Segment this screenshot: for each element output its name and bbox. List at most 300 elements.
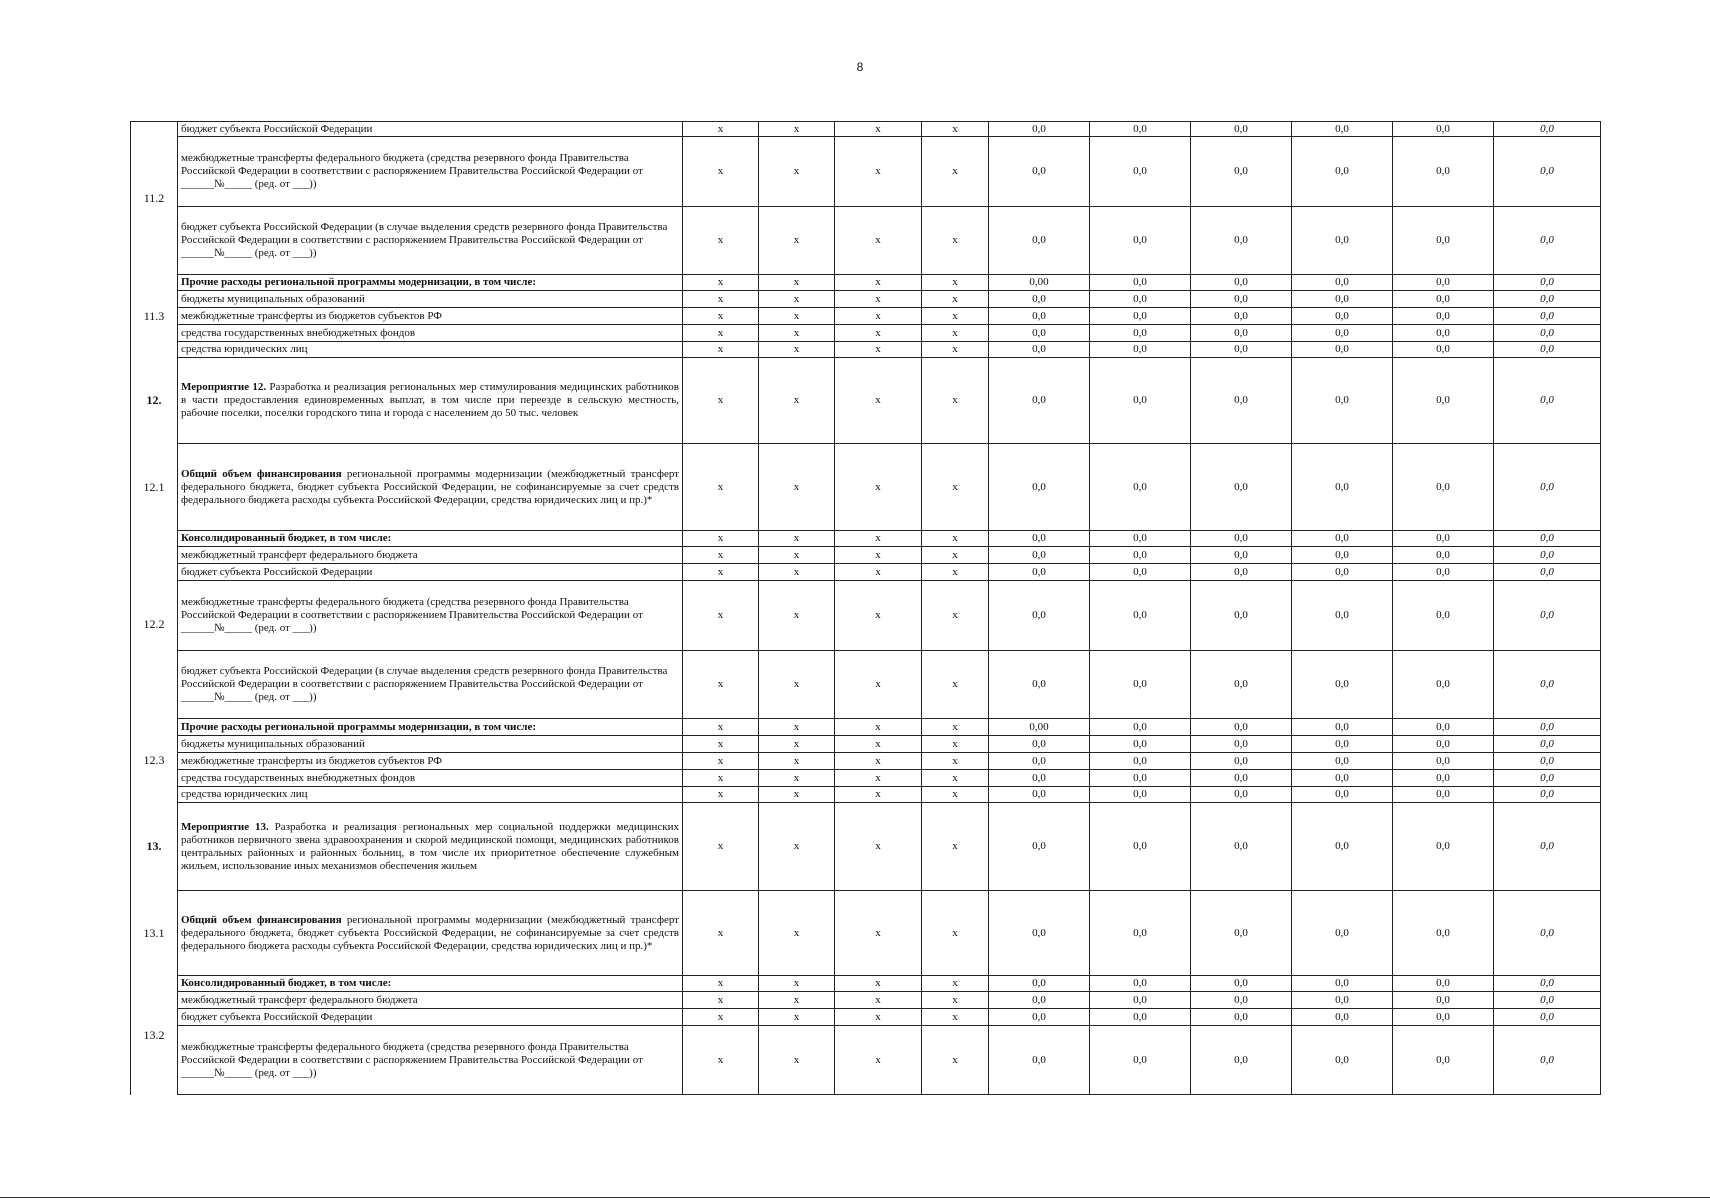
table-row — [131, 325, 1601, 342]
table-row — [131, 1009, 1601, 1026]
cell-x-mark: x — [835, 1026, 922, 1095]
table-row — [131, 753, 1601, 770]
cell-value: 0,0 — [1494, 291, 1601, 308]
cell-x-mark: x — [922, 308, 989, 325]
row-description-text: бюджет субъекта Российской Федерации — [181, 565, 373, 578]
cell-value: 0,0 — [989, 358, 1090, 444]
cell-x-mark: x — [683, 891, 759, 976]
cell-value: 0,0 — [1393, 547, 1494, 564]
cell-value: 0,0 — [1292, 531, 1393, 547]
cell-x-mark: x — [759, 736, 835, 753]
row-description-text: бюджет субъекта Российской Федерации (в случае выделения средств резервного фонда Правительства Российской Федерации в соответствии с распоряжением Правительства Российской Федерации от ______№_____ (ред. от ___)) — [181, 665, 668, 703]
cell-x-mark: x — [759, 547, 835, 564]
cell-value: 0,0 — [1292, 803, 1393, 891]
cell-x-mark: x — [835, 444, 922, 531]
table-row — [131, 291, 1601, 308]
cell-x-mark: x — [759, 976, 835, 992]
cell-value: 0,0 — [1292, 291, 1393, 308]
cell-value: 0,0 — [1494, 581, 1601, 651]
cell-x-mark: x — [683, 547, 759, 564]
cell-value: 0,0 — [1090, 122, 1191, 137]
row-description — [178, 564, 683, 581]
cell-value: 0,0 — [1292, 736, 1393, 753]
row-description — [178, 770, 683, 787]
cell-value: 0,0 — [1292, 787, 1393, 803]
cell-value: 0,0 — [1090, 325, 1191, 342]
cell-value: 0,0 — [1292, 325, 1393, 342]
cell-x-mark: x — [683, 1026, 759, 1095]
cell-value: 0,0 — [1191, 803, 1292, 891]
table-row — [131, 992, 1601, 1009]
cell-value: 0,0 — [1090, 308, 1191, 325]
cell-value: 0,0 — [1393, 122, 1494, 137]
cell-value: 0,0 — [1393, 308, 1494, 325]
cell-value: 0,0 — [1191, 122, 1292, 137]
cell-value: 0,0 — [1090, 275, 1191, 291]
cell-value: 0,0 — [1494, 342, 1601, 358]
cell-x-mark: x — [835, 342, 922, 358]
row-description — [178, 122, 683, 137]
row-description — [178, 358, 683, 444]
cell-value: 0,0 — [989, 444, 1090, 531]
cell-value: 0,0 — [1494, 137, 1601, 207]
cell-value: 0,0 — [1393, 992, 1494, 1009]
row-number-text: 12.3 — [143, 753, 165, 767]
row-number-text: 12.2 — [143, 617, 165, 631]
row-number-text: 13. — [146, 839, 162, 853]
cell-value: 0,0 — [1494, 207, 1601, 275]
cell-x-mark: x — [683, 736, 759, 753]
row-number — [131, 358, 178, 444]
cell-value: 0,0 — [1393, 531, 1494, 547]
cell-value: 0,0 — [1494, 1009, 1601, 1026]
table-row — [131, 444, 1601, 531]
cell-x-mark: x — [683, 753, 759, 770]
cell-value: 0,0 — [1494, 803, 1601, 891]
row-number — [131, 122, 178, 275]
cell-x-mark: x — [759, 137, 835, 207]
cell-x-mark: x — [683, 976, 759, 992]
cell-x-mark: x — [835, 753, 922, 770]
cell-value: 0,0 — [1393, 976, 1494, 992]
cell-x-mark: x — [759, 207, 835, 275]
cell-value: 0,0 — [1494, 547, 1601, 564]
cell-x-mark: x — [922, 531, 989, 547]
cell-x-mark: x — [835, 736, 922, 753]
cell-x-mark: x — [922, 342, 989, 358]
cell-value: 0,0 — [1494, 976, 1601, 992]
cell-value: 0,0 — [1090, 207, 1191, 275]
row-number — [131, 891, 178, 976]
cell-x-mark: x — [922, 547, 989, 564]
cell-value: 0,0 — [1191, 976, 1292, 992]
cell-x-mark: x — [683, 787, 759, 803]
cell-value: 0,0 — [1494, 358, 1601, 444]
cell-x-mark: x — [922, 275, 989, 291]
cell-value: 0,0 — [989, 976, 1090, 992]
cell-x-mark: x — [759, 325, 835, 342]
cell-x-mark: x — [922, 976, 989, 992]
cell-x-mark: x — [683, 275, 759, 291]
cell-value: 0,0 — [1090, 581, 1191, 651]
row-description-text: межбюджетный трансферт федерального бюджета — [181, 993, 418, 1006]
cell-value: 0,0 — [1393, 770, 1494, 787]
cell-value: 0,0 — [1191, 753, 1292, 770]
cell-x-mark: x — [683, 325, 759, 342]
cell-value: 0,0 — [1393, 803, 1494, 891]
row-description-text: Консолидированный бюджет, в том числе: — [181, 977, 392, 989]
cell-value: 0,0 — [1292, 976, 1393, 992]
cell-value: 0,0 — [989, 651, 1090, 719]
cell-x-mark: x — [683, 770, 759, 787]
cell-value: 0,0 — [1191, 342, 1292, 358]
cell-value: 0,0 — [1393, 137, 1494, 207]
row-description-text: бюджет субъекта Российской Федерации — [181, 1010, 373, 1023]
row-description-text: средства государственных внебюджетных фондов — [181, 326, 416, 339]
cell-value: 0,0 — [1393, 291, 1494, 308]
row-description-text: бюджет субъекта Российской Федерации — [181, 122, 373, 135]
cell-value: 0,0 — [1292, 122, 1393, 137]
table-row — [131, 531, 1601, 547]
cell-x-mark: x — [759, 992, 835, 1009]
cell-x-mark: x — [835, 122, 922, 137]
row-description-text: Разработка и реализация региональных мер социальной поддержки медицинских работников первичного звена здравоохранения и скорой медицинской помощи, медицинских работников центральных районных и районных больниц, в том числе их приоритетное обеспечение служебным жильем, использование иных механизмов обеспечения жильем — [181, 820, 679, 872]
cell-value: 0,0 — [1292, 342, 1393, 358]
row-number — [131, 531, 178, 719]
cell-x-mark: x — [759, 308, 835, 325]
cell-x-mark: x — [835, 976, 922, 992]
cell-value: 0,0 — [1090, 787, 1191, 803]
cell-x-mark: x — [922, 291, 989, 308]
row-description — [178, 308, 683, 325]
table-row — [131, 1026, 1601, 1095]
cell-x-mark: x — [922, 770, 989, 787]
cell-value: 0,0 — [1090, 291, 1191, 308]
cell-x-mark: x — [759, 342, 835, 358]
row-description-lead: Общий объем финансирования — [181, 913, 342, 926]
cell-value: 0,0 — [1191, 581, 1292, 651]
cell-value: 0,0 — [989, 137, 1090, 207]
cell-x-mark: x — [922, 207, 989, 275]
cell-value: 0,0 — [1191, 564, 1292, 581]
row-number-text: 12.1 — [143, 479, 165, 494]
cell-x-mark: x — [759, 1026, 835, 1095]
cell-value: 0,0 — [1191, 992, 1292, 1009]
cell-value: 0,0 — [1191, 207, 1292, 275]
cell-value: 0,0 — [989, 291, 1090, 308]
cell-value: 0,0 — [989, 308, 1090, 325]
cell-value: 0,0 — [1494, 719, 1601, 736]
table-row — [131, 547, 1601, 564]
cell-value: 0,0 — [1090, 651, 1191, 719]
row-description — [178, 736, 683, 753]
cell-value: 0,0 — [1090, 770, 1191, 787]
cell-value: 0,0 — [1494, 787, 1601, 803]
row-description — [178, 992, 683, 1009]
bottom-rule — [0, 1197, 1710, 1198]
cell-value: 0,0 — [1393, 719, 1494, 736]
cell-x-mark: x — [759, 753, 835, 770]
cell-value: 0,0 — [1191, 531, 1292, 547]
row-description — [178, 207, 683, 275]
row-description — [178, 753, 683, 770]
cell-value: 0,0 — [1191, 891, 1292, 976]
row-description — [178, 719, 683, 736]
cell-value: 0,0 — [989, 891, 1090, 976]
cell-value: 0,0 — [1494, 275, 1601, 291]
cell-value: 0,0 — [1393, 1026, 1494, 1095]
cell-value: 0,0 — [1292, 753, 1393, 770]
row-number — [131, 719, 178, 803]
cell-x-mark: x — [683, 291, 759, 308]
cell-value: 0,0 — [1393, 325, 1494, 342]
row-description — [178, 787, 683, 803]
cell-value: 0,0 — [1494, 531, 1601, 547]
cell-value: 0,0 — [1494, 753, 1601, 770]
cell-value: 0,0 — [1393, 444, 1494, 531]
cell-value: 0,0 — [1090, 342, 1191, 358]
cell-x-mark: x — [759, 787, 835, 803]
cell-value: 0,0 — [989, 122, 1090, 137]
table-row — [131, 358, 1601, 444]
row-description — [178, 891, 683, 976]
cell-value: 0,0 — [1494, 1026, 1601, 1095]
row-description — [178, 581, 683, 651]
cell-value: 0,0 — [989, 1009, 1090, 1026]
cell-value: 0,0 — [1090, 444, 1191, 531]
cell-value: 0,0 — [1090, 531, 1191, 547]
row-description-text: средства юридических лиц — [181, 343, 308, 355]
cell-x-mark: x — [683, 719, 759, 736]
cell-value: 0,0 — [989, 342, 1090, 358]
cell-value: 0,0 — [1393, 581, 1494, 651]
cell-value: 0,0 — [1494, 770, 1601, 787]
cell-x-mark: x — [759, 358, 835, 444]
cell-value: 0,0 — [1090, 736, 1191, 753]
row-description — [178, 291, 683, 308]
cell-x-mark: x — [922, 787, 989, 803]
row-description-lead: Общий объем финансирования — [181, 467, 342, 480]
cell-value: 0,0 — [1292, 308, 1393, 325]
cell-x-mark: x — [759, 719, 835, 736]
funding-table — [130, 121, 1601, 1095]
row-description-text: Прочие расходы региональной программы модернизации, в том числе: — [181, 276, 536, 288]
cell-value: 0,0 — [1090, 753, 1191, 770]
table-row — [131, 787, 1601, 803]
cell-value: 0,0 — [1292, 992, 1393, 1009]
cell-value: 0,0 — [1393, 651, 1494, 719]
cell-value: 0,0 — [1292, 1026, 1393, 1095]
cell-x-mark: x — [835, 207, 922, 275]
cell-x-mark: x — [759, 275, 835, 291]
row-description — [178, 976, 683, 992]
cell-value: 0,0 — [1292, 207, 1393, 275]
cell-value: 0,0 — [1393, 787, 1494, 803]
row-description — [178, 547, 683, 564]
cell-value: 0,0 — [1191, 1009, 1292, 1026]
cell-value: 0,0 — [1292, 547, 1393, 564]
cell-x-mark: x — [835, 651, 922, 719]
cell-value: 0,0 — [1090, 1026, 1191, 1095]
row-number — [131, 275, 178, 358]
row-description — [178, 275, 683, 291]
cell-x-mark: x — [922, 1009, 989, 1026]
cell-x-mark: x — [759, 564, 835, 581]
cell-x-mark: x — [683, 358, 759, 444]
row-description-text: межбюджетные трансферты из бюджетов субъектов РФ — [181, 754, 442, 767]
row-number-text: 12. — [146, 393, 162, 407]
cell-value: 0,0 — [1292, 358, 1393, 444]
cell-x-mark: x — [922, 325, 989, 342]
cell-value: 0,0 — [1393, 736, 1494, 753]
cell-x-mark: x — [683, 564, 759, 581]
cell-value: 0,0 — [1191, 137, 1292, 207]
cell-x-mark: x — [922, 736, 989, 753]
cell-value: 0,0 — [1191, 444, 1292, 531]
row-description — [178, 803, 683, 891]
cell-x-mark: x — [835, 564, 922, 581]
cell-value: 0,0 — [989, 787, 1090, 803]
table-row — [131, 651, 1601, 719]
row-description-text: Консолидированный бюджет, в том числе: — [181, 532, 392, 544]
cell-x-mark: x — [683, 137, 759, 207]
table-row — [131, 207, 1601, 275]
table-row — [131, 581, 1601, 651]
cell-x-mark: x — [835, 531, 922, 547]
cell-value: 0,0 — [989, 325, 1090, 342]
row-description-text: межбюджетные трансферты из бюджетов субъектов РФ — [181, 309, 442, 322]
cell-x-mark: x — [835, 291, 922, 308]
cell-x-mark: x — [835, 1009, 922, 1026]
cell-value: 0,0 — [1191, 275, 1292, 291]
row-description-text: средства государственных внебюджетных фондов — [181, 771, 416, 784]
cell-x-mark: x — [922, 122, 989, 137]
row-description-lead: Мероприятие 12. — [181, 381, 267, 393]
cell-x-mark: x — [922, 651, 989, 719]
table-body — [131, 122, 1601, 1095]
cell-value: 0,0 — [1494, 736, 1601, 753]
row-description-text: региональной программы модернизации (межбюджетный трансферт федерального бюджета, бюджет субъекта Российской Федерации, не софинансируемые за счет средств федерального бюджета расходы субъекта Российской Федерации, средства юридических лиц и пр.)* — [181, 467, 679, 506]
cell-value: 0,0 — [1494, 651, 1601, 719]
cell-x-mark: x — [922, 753, 989, 770]
cell-x-mark: x — [835, 325, 922, 342]
cell-x-mark: x — [922, 581, 989, 651]
table-row — [131, 308, 1601, 325]
table-row — [131, 275, 1601, 291]
row-number — [131, 803, 178, 891]
cell-value: 0,0 — [1090, 976, 1191, 992]
cell-x-mark: x — [759, 651, 835, 719]
cell-value: 0,0 — [989, 581, 1090, 651]
row-description-text: бюджеты муниципальных образований — [181, 737, 365, 750]
cell-x-mark: x — [922, 803, 989, 891]
cell-value: 0,0 — [989, 564, 1090, 581]
cell-value: 0,0 — [1191, 1026, 1292, 1095]
table-row — [131, 891, 1601, 976]
cell-value: 0,0 — [1393, 564, 1494, 581]
cell-value: 0,0 — [1191, 291, 1292, 308]
cell-x-mark: x — [683, 122, 759, 137]
cell-value: 0,0 — [1393, 753, 1494, 770]
cell-value: 0,0 — [1191, 719, 1292, 736]
cell-x-mark: x — [835, 719, 922, 736]
row-description — [178, 1009, 683, 1026]
row-description-text: бюджеты муниципальных образований — [181, 292, 365, 305]
table-row — [131, 719, 1601, 736]
cell-value: 0,0 — [1090, 803, 1191, 891]
table-row — [131, 736, 1601, 753]
cell-x-mark: x — [835, 358, 922, 444]
cell-value: 0,0 — [1292, 651, 1393, 719]
cell-value: 0,0 — [1191, 787, 1292, 803]
cell-x-mark: x — [922, 444, 989, 531]
cell-x-mark: x — [759, 122, 835, 137]
cell-x-mark: x — [835, 891, 922, 976]
cell-value: 0,0 — [1090, 992, 1191, 1009]
cell-x-mark: x — [759, 581, 835, 651]
cell-value: 0,0 — [1191, 651, 1292, 719]
row-number-text: 11.3 — [143, 308, 165, 323]
row-description-text: межбюджетный трансферт федерального бюджета — [181, 548, 418, 561]
row-description — [178, 342, 683, 358]
cell-value: 0,00 — [989, 719, 1090, 736]
cell-x-mark: x — [835, 770, 922, 787]
cell-x-mark: x — [922, 137, 989, 207]
cell-value: 0,0 — [1292, 770, 1393, 787]
cell-x-mark: x — [922, 358, 989, 444]
table-row — [131, 803, 1601, 891]
cell-value: 0,0 — [1191, 547, 1292, 564]
row-description-text: межбюджетные трансферты федерального бюджета (средства резервного фонда Правительства Российской Федерации в соответствии с распоряжением Правительства Российской Федерации от ______№_____ (ред. от ___)) — [181, 152, 643, 190]
page-number: 8 — [856, 60, 864, 74]
table-row — [131, 564, 1601, 581]
row-description-text: Прочие расходы региональной программы модернизации, в том числе: — [181, 720, 536, 733]
cell-value: 0,0 — [989, 547, 1090, 564]
cell-value: 0,0 — [1494, 992, 1601, 1009]
cell-value: 0,0 — [1090, 137, 1191, 207]
cell-x-mark: x — [835, 992, 922, 1009]
cell-value: 0,0 — [989, 207, 1090, 275]
cell-value: 0,0 — [1292, 1009, 1393, 1026]
cell-value: 0,0 — [1090, 564, 1191, 581]
row-number — [131, 444, 178, 531]
row-number — [131, 976, 178, 1095]
cell-x-mark: x — [683, 342, 759, 358]
cell-x-mark: x — [835, 308, 922, 325]
cell-value: 0,0 — [1090, 1009, 1191, 1026]
table-row — [131, 137, 1601, 207]
cell-value: 0,0 — [1494, 325, 1601, 342]
cell-value: 0,0 — [1292, 275, 1393, 291]
cell-value: 0,0 — [1494, 564, 1601, 581]
cell-value: 0,0 — [1292, 564, 1393, 581]
table-row — [131, 122, 1601, 137]
cell-x-mark: x — [683, 581, 759, 651]
cell-value: 0,0 — [1494, 308, 1601, 325]
row-number-text: 11.2 — [143, 190, 165, 205]
cell-x-mark: x — [835, 787, 922, 803]
table-row — [131, 770, 1601, 787]
cell-x-mark: x — [922, 1026, 989, 1095]
cell-x-mark: x — [835, 137, 922, 207]
row-description-text: средства юридических лиц — [181, 788, 308, 800]
cell-x-mark: x — [759, 803, 835, 891]
table-row — [131, 342, 1601, 358]
cell-x-mark: x — [759, 891, 835, 976]
cell-value: 0,0 — [1292, 137, 1393, 207]
cell-value: 0,0 — [1090, 891, 1191, 976]
cell-value: 0,0 — [1393, 207, 1494, 275]
